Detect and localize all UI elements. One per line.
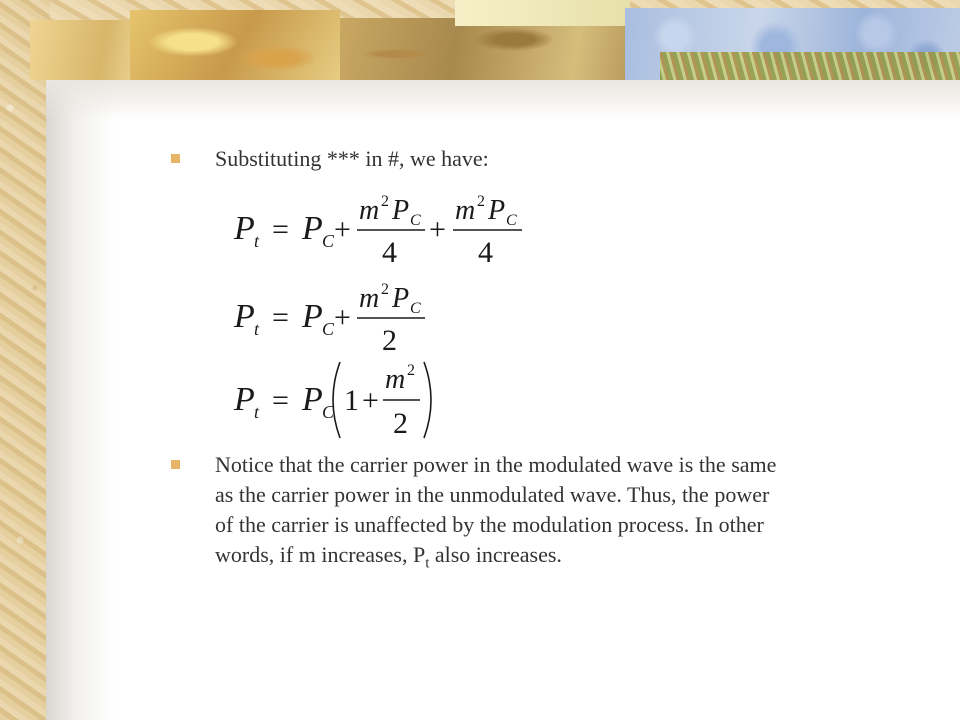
- notice-line-2: as the carrier power in the unmodulated wave. Thus, the power: [215, 482, 770, 507]
- eq1-frac2-sup: 2: [477, 193, 485, 210]
- notice-line-4-post: also increases.: [429, 542, 562, 567]
- eq2-frac-m: m: [359, 283, 380, 314]
- eq3-plus: +: [362, 384, 379, 417]
- eq3-pc: P: [302, 381, 323, 418]
- eq3-frac-m: m: [385, 364, 406, 395]
- eq1-frac2-p: P: [488, 195, 506, 226]
- eq2-frac-den: 2: [382, 324, 397, 356]
- eq3-right-paren: [424, 362, 431, 438]
- eq1-frac1-p: P: [392, 195, 410, 226]
- eq3-lhs: P: [234, 381, 255, 418]
- eq1-plus-1: +: [334, 213, 351, 246]
- eq1-frac1-m: m: [359, 195, 380, 226]
- equation-1: [232, 192, 532, 273]
- eq2-lhs-sub: t: [254, 319, 260, 339]
- notice-line-4: [215, 540, 776, 578]
- eq1-frac1-den: 4: [382, 236, 397, 268]
- eq2-frac-sup: 2: [381, 281, 389, 298]
- eq1-equals: =: [272, 213, 289, 246]
- eq1-frac2-sub: C: [506, 212, 517, 229]
- bullet-marker: [171, 154, 180, 163]
- eq2-frac-p: P: [392, 283, 410, 314]
- eq3-left-paren: [333, 362, 340, 438]
- eq1-lhs-sub: t: [254, 231, 260, 251]
- notice-line-3: of the carrier is unaffected by the modulation process. In other: [215, 512, 764, 537]
- eq2-frac-sub: C: [410, 300, 421, 317]
- eq3-frac-sup: 2: [407, 362, 415, 379]
- notice-line-4-sub: t: [425, 555, 430, 572]
- eq3-frac-den: 2: [393, 407, 408, 440]
- eq3-equals: =: [272, 384, 289, 417]
- bullet-text-substituting: Substituting *** in #, we have:: [215, 146, 489, 171]
- eq2-equals: =: [272, 301, 289, 334]
- eq3-lhs-sub: t: [254, 402, 260, 422]
- eq1-pc-sub: C: [322, 231, 335, 251]
- eq1-plus-2: +: [429, 213, 446, 246]
- eq1-pc: P: [302, 210, 323, 247]
- notice-line-4-pre: words, if m increases, P: [215, 542, 426, 567]
- eq1-lhs: P: [234, 210, 255, 247]
- eq1-frac1-sub: C: [410, 212, 421, 229]
- bullet-text-notice: [215, 450, 776, 578]
- eq3-pc-sub: C: [322, 402, 335, 422]
- eq1-frac2-den: 4: [478, 236, 493, 268]
- equation-2: [232, 280, 452, 361]
- eq1-frac2-m: m: [455, 195, 476, 226]
- eq2-lhs: P: [234, 298, 255, 335]
- eq3-one: 1: [344, 384, 359, 417]
- eq2-plus: +: [334, 301, 351, 334]
- notice-line-1: Notice that the carrier power in the modulated wave is the same: [215, 452, 777, 477]
- equation-3: [232, 358, 452, 447]
- eq2-pc-sub: C: [322, 319, 335, 339]
- bullet-marker: [171, 460, 180, 469]
- eq1-frac1-sup: 2: [381, 193, 389, 210]
- eq2-pc: P: [302, 298, 323, 335]
